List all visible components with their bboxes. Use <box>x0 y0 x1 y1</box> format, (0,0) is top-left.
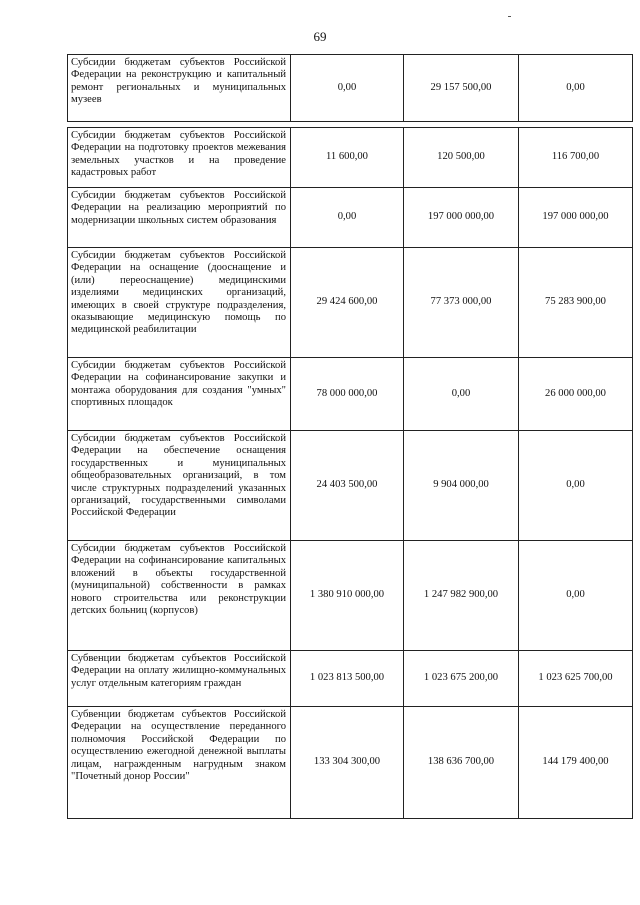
row-description: Субсидии бюджетам субъектов Российской Федерации на реконструкцию и капитальный ремонт региональных и муниципальных музеев <box>68 55 291 122</box>
row-value-col2: 77 373 000,00 <box>404 248 519 358</box>
row-description: Субсидии бюджетам субъектов Российской Федерации на софинансирование закупки и монтажа оборудования для создания "умных" спортивных площадок <box>68 358 291 431</box>
row-description: Субсидии бюджетам субъектов Российской Федерации на обеспечение оснащения государственных и муниципальных общеобразовательных организаций, в том числе структурных подразделений указанных организаций, государственными символами Российской Федерации <box>68 431 291 541</box>
row-value-col2: 138 636 700,00 <box>404 707 519 819</box>
row-value-col3: 0,00 <box>519 55 633 122</box>
table-row <box>68 707 633 819</box>
row-value-col2: 9 904 000,00 <box>404 431 519 541</box>
row-description: Субсидии бюджетам субъектов Российской Федерации на оснащение (дооснащение и (или) переоснащение) медицинскими изделиями медицинских организаций, имеющих в своей структуре подразделения, оказывающие медицинскую помощь по медицинской реабилитации <box>68 248 291 358</box>
row-description: Субсидии бюджетам субъектов Российской Федерации на подготовку проектов межевания земельных участков и на проведение кадастровых работ <box>68 128 291 188</box>
row-description: Субвенции бюджетам субъектов Российской Федерации на оплату жилищно-коммунальных услуг отдельным категориям граждан <box>68 651 291 707</box>
row-value-col1: 29 424 600,00 <box>291 248 404 358</box>
budget-table <box>67 54 633 819</box>
row-value-col2: 197 000 000,00 <box>404 188 519 248</box>
row-value-col2: 1 023 675 200,00 <box>404 651 519 707</box>
row-value-col3: 144 179 400,00 <box>519 707 633 819</box>
row-value-col2: 0,00 <box>404 358 519 431</box>
table-row <box>68 128 633 188</box>
row-description: Субсидии бюджетам субъектов Российской Федерации на софинансирование капитальных вложений в объекты государственной (муниципальной) собственности в рамках нового строительства или реконструкции детских больниц (корпусов) <box>68 541 291 651</box>
row-value-col3: 26 000 000,00 <box>519 358 633 431</box>
row-value-col1: 24 403 500,00 <box>291 431 404 541</box>
row-description: Субвенции бюджетам субъектов Российской Федерации на осуществление переданного полномочия Российской Федерации по осуществлению ежегодной денежной выплаты лицам, награжденным нагрудным знаком "Почетный донор России" <box>68 707 291 819</box>
table-row <box>68 541 633 651</box>
row-value-col1: 1 023 813 500,00 <box>291 651 404 707</box>
row-value-col2: 1 247 982 900,00 <box>404 541 519 651</box>
row-value-col3: 1 023 625 700,00 <box>519 651 633 707</box>
row-value-col3: 0,00 <box>519 541 633 651</box>
row-value-col1: 0,00 <box>291 55 404 122</box>
row-value-col1: 1 380 910 000,00 <box>291 541 404 651</box>
table-row <box>68 188 633 248</box>
row-value-col3: 197 000 000,00 <box>519 188 633 248</box>
table-row <box>68 651 633 707</box>
row-value-col3: 0,00 <box>519 431 633 541</box>
table-row <box>68 55 633 122</box>
table-row <box>68 248 633 358</box>
row-value-col1: 11 600,00 <box>291 128 404 188</box>
row-value-col2: 120 500,00 <box>404 128 519 188</box>
scan-speck <box>508 16 511 17</box>
row-value-col3: 75 283 900,00 <box>519 248 633 358</box>
row-value-col1: 78 000 000,00 <box>291 358 404 431</box>
row-value-col3: 116 700,00 <box>519 128 633 188</box>
table-row <box>68 358 633 431</box>
row-value-col1: 133 304 300,00 <box>291 707 404 819</box>
row-description: Субсидии бюджетам субъектов Российской Федерации на реализацию мероприятий по модернизации школьных систем образования <box>68 188 291 248</box>
row-value-col2: 29 157 500,00 <box>404 55 519 122</box>
row-value-col1: 0,00 <box>291 188 404 248</box>
table-row <box>68 431 633 541</box>
page-number: 69 <box>313 29 327 44</box>
